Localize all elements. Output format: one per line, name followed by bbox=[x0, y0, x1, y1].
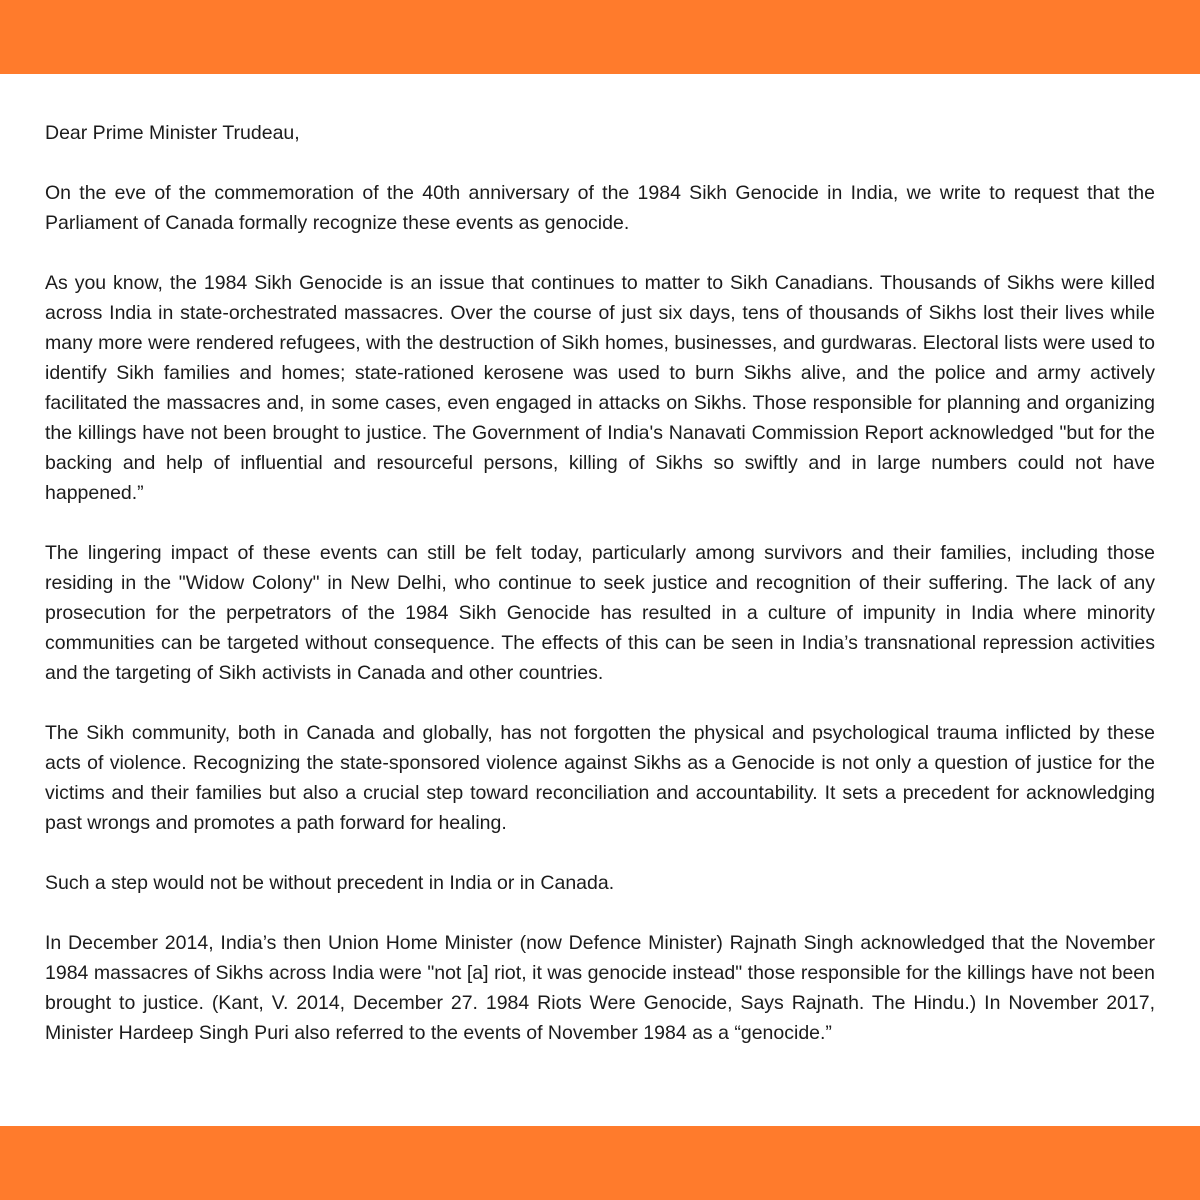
bottom-accent-band bbox=[0, 1126, 1200, 1200]
letter-paragraph-acknowledgement: In December 2014, India’s then Union Home Minister (now Defence Minister) Rajnath Singh acknowledged that the November 1984 massacres of Sikhs across India were "not [a] riot, it was genocide instead" those responsible for the killings have not been brought to justice. (Kant, V. 2014, December 27. 1984 Riots Were Genocide, Says Rajnath. The Hindu.) In November 2017, Minister Hardeep Singh Puri also referred to the events of November 1984 as a “genocide.” bbox=[45, 932, 1155, 1044]
letter-body bbox=[45, 118, 1155, 1048]
letter-paragraph-community: The Sikh community, both in Canada and globally, has not forgotten the physical and psychological trauma inflicted by these acts of violence. Recognizing the state-sponsored violence against Sikhs as a Genocide is not only a question of justice for the victims and their families but also a crucial step toward reconciliation and accountability. It sets a precedent for acknowledging past wrongs and promotes a path forward for healing. bbox=[45, 722, 1155, 834]
top-accent-band bbox=[0, 0, 1200, 74]
letter-salutation: Dear Prime Minister Trudeau, bbox=[45, 122, 300, 144]
letter-paragraph-request: On the eve of the commemoration of the 40th anniversary of the 1984 Sikh Genocide in India, we write to request that the Parliament of Canada formally recognize these events as genocide. bbox=[45, 182, 1155, 234]
letter-paragraph-precedent: Such a step would not be without precedent in India or in Canada. bbox=[45, 872, 615, 894]
letter-paragraph-impact: The lingering impact of these events can still be felt today, particularly among survivors and their families, including those residing in the "Widow Colony" in New Delhi, who continue to seek justice and recognition of their suffering. The lack of any prosecution for the perpetrators of the 1984 Sikh Genocide has resulted in a culture of impunity in India where minority communities can be targeted without consequence. The effects of this can be seen in India’s transnational repression activities and the targeting of Sikh activists in Canada and other countries. bbox=[45, 542, 1155, 684]
letter-paragraph-background: As you know, the 1984 Sikh Genocide is an issue that continues to matter to Sikh Canadians. Thousands of Sikhs were killed across India in state-orchestrated massacres. Over the course of just six days, tens of thousands of Sikhs lost their lives while many more were rendered refugees, with the destruction of Sikh homes, businesses, and gurdwaras. Electoral lists were used to identify Sikh families and homes; state-rationed kerosene was used to burn Sikhs alive, and the police and army actively facilitated the massacres and, in some cases, even engaged in attacks on Sikhs. Those responsible for planning and organizing the killings have not been brought to justice. The Government of India's Nanavati Commission Report acknowledged "but for the backing and help of influential and resourceful persons, killing of Sikhs so swiftly and in large numbers could not have happened.” bbox=[45, 272, 1155, 504]
